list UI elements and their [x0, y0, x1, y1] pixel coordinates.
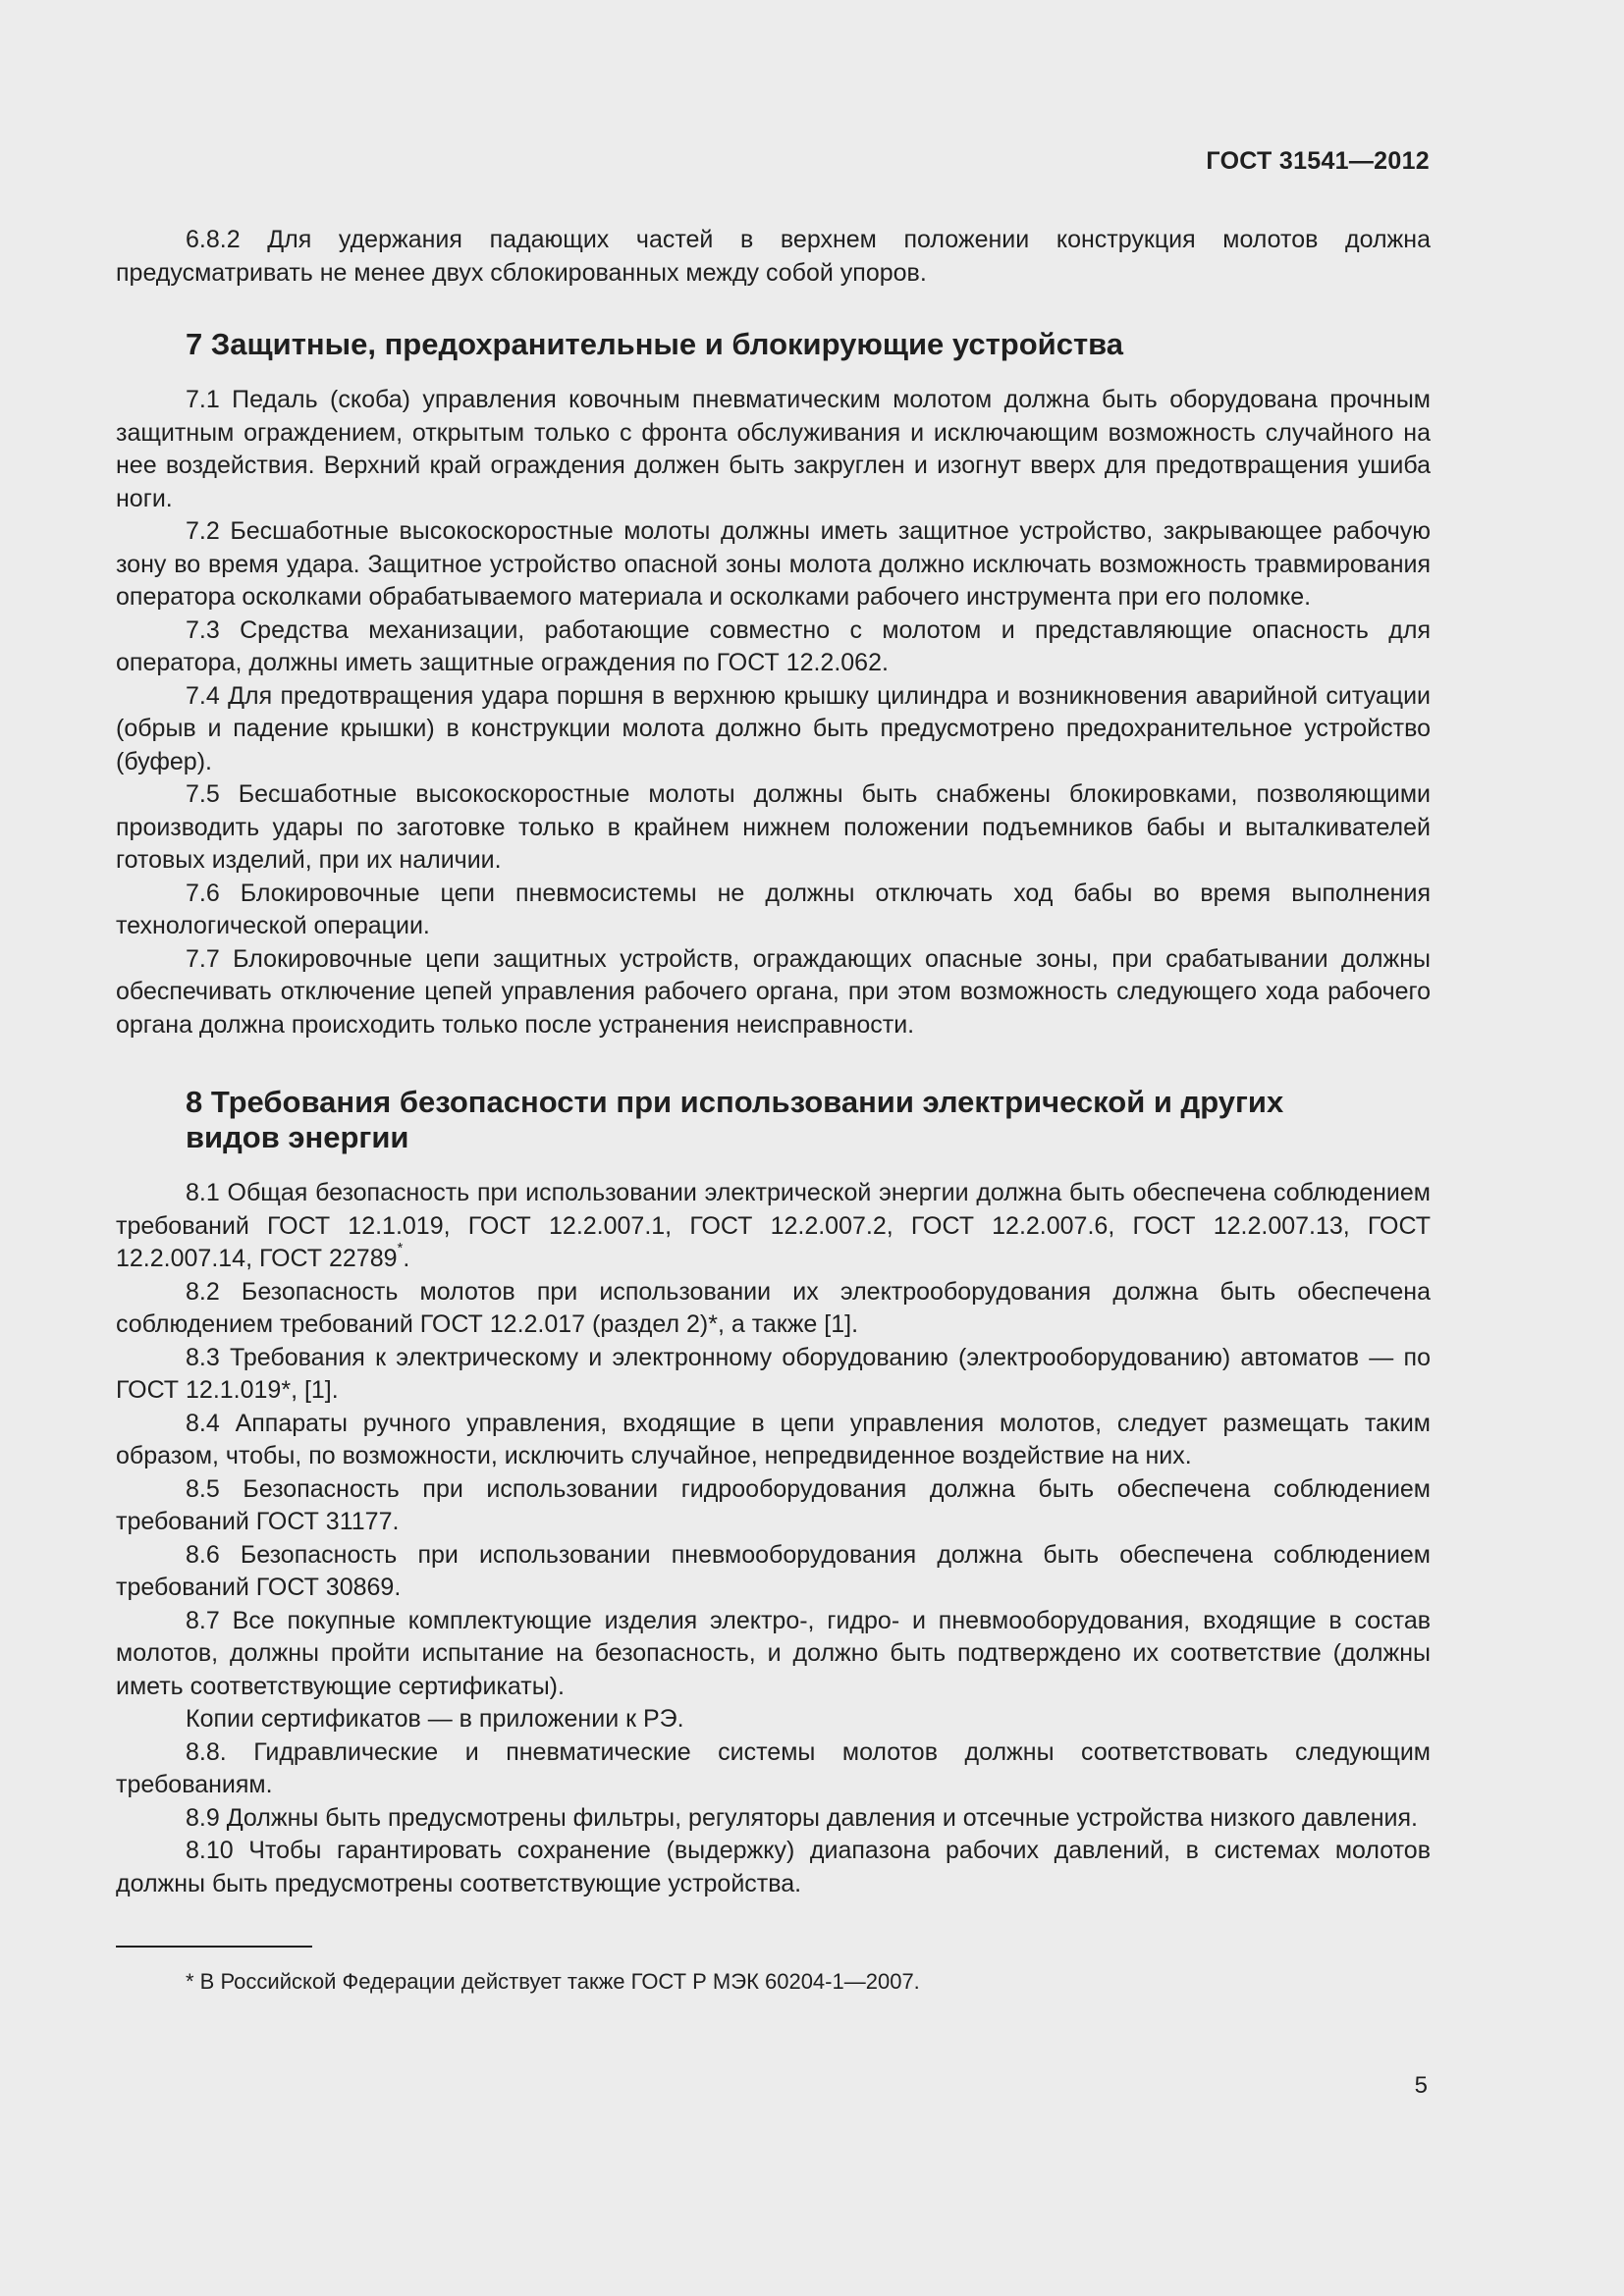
paragraph-8-4: 8.4 Аппараты ручного управления, входящие в цепи управления молотов, следует размещать таким образом, чтобы, по возможности, исключить случайное, непредвиденное воздействие на них. — [116, 1409, 1431, 1469]
paragraph-8-10: 8.10 Чтобы гарантировать сохранение (выдержку) диапазона рабочих давлений, в системах молотов должны быть предусмотрены соответствующие устройства. — [116, 1837, 1431, 1897]
page-content — [116, 224, 1431, 1997]
paragraph-8-1-text: 8.1 Общая безопасность при использовании электрической энергии должна быть обеспечена соблюдением требований ГОСТ 12.1.019, ГОСТ 12.2.007.1, ГОСТ 12.2.007.2, ГОСТ 12.2.007.6, ГОСТ 12.2.007.13, ГОСТ 12.2.007.14, ГОСТ 22789 — [116, 1179, 1431, 1272]
paragraph-7-7: 7.7 Блокировочные цепи защитных устройств, ограждающих опасные зоны, при срабатывании должны обеспечивать отключение цепей управления рабочего органа, при этом возможность следующего хода рабочего органа должна происходить только после устранения неисправности. — [116, 944, 1431, 1039]
paragraph-7-4: 7.4 Для предотвращения удара поршня в верхнюю крышку цилиндра и возникновения аварийной ситуации (обрыв и падение крышки) в конструкции молота должно быть предусмотрено предохранительное устройство (буфер). — [116, 681, 1431, 775]
section-8-title-line-1: 8 Требования безопасности при использовании электрической и других — [186, 1085, 1284, 1119]
paragraph-7-1: 7.1 Педаль (скоба) управления ковочным пневматическим молотом должна быть оборудована прочным защитным ограждением, открытым только с фронта обслуживания и исключающим возможность случайного на нее воздействия. Верхний край ограждения должен быть закруглен и изогнут вверх для предотвращения ушиба ноги. — [116, 386, 1431, 512]
paragraph-7-2: 7.2 Бесшаботные высокоскоростные молоты должны иметь защитное устройство, закрывающее рабочую зону во время удара. Защитное устройство опасной зоны молота должно исключать возможность травмирования оператора осколками обрабатываемого материала и осколками рабочего инструмента при его поломке. — [116, 517, 1431, 611]
paragraph-6-8-2: 6.8.2 Для удержания падающих частей в верхнем положении конструкция молотов должна предусматривать не менее двух сблокированных между собой упоров. — [116, 226, 1431, 287]
section-7-title: 7 Защитные, предохранительные и блокирующие устройства — [186, 327, 1124, 361]
paragraph-8-3: 8.3 Требования к электрическому и электронному оборудованию (электрооборудованию) автоматов — по ГОСТ 12.1.019*, [1]. — [116, 1343, 1431, 1404]
paragraph-8-5: 8.5 Безопасность при использовании гидрооборудования должна быть обеспечена соблюдением требований ГОСТ 31177. — [116, 1474, 1431, 1535]
section-8-title — [116, 1085, 1431, 1155]
footnote: * В Российской Федерации действует также ГОСТ Р МЭК 60204-1—2007. — [186, 1969, 920, 1994]
footnote-separator — [116, 1946, 312, 1948]
paragraph-8-6: 8.6 Безопасность при использовании пневмооборудования должна быть обеспечена соблюдением требований ГОСТ 30869. — [116, 1540, 1431, 1601]
paragraph-8-2: 8.2 Безопасность молотов при использовании их электрооборудования должна быть обеспечена соблюдением требований ГОСТ 12.2.017 (раздел 2)*, а также [1]. — [116, 1277, 1431, 1338]
paragraph-7-5: 7.5 Бесшаботные высокоскоростные молоты должны быть снабжены блокировками, позволяющими производить удары по заготовке только в крайнем нижнем положении подъемников бабы и выталкивателей готовых изделий, при их наличии. — [116, 780, 1431, 874]
paragraph-7-6: 7.6 Блокировочные цепи пневмосистемы не должны отключать ход бабы во время выполнения технологической операции. — [116, 879, 1431, 939]
paragraph-8-1-end: . — [403, 1245, 410, 1272]
page-number: 5 — [1414, 2072, 1428, 2099]
section-8-title-line-2: видов энергии — [186, 1120, 409, 1154]
paragraph-8-9: 8.9 Должны быть предусмотрены фильтры, регуляторы давления и отсечные устройства низкого давления. — [186, 1803, 1418, 1832]
paragraph-7-3: 7.3 Средства механизации, работающие совместно с молотом и представляющие опасность для оператора, должны иметь защитные ограждения по ГОСТ 12.2.062. — [116, 615, 1431, 676]
paragraph-8-8: 8.8. Гидравлические и пневматические системы молотов должны соответствовать следующим требованиям. — [116, 1737, 1431, 1798]
paragraph-8-7: 8.7 Все покупные комплектующие изделия электро-, гидро- и пневмооборудования, входящие в состав молотов, должны пройти испытание на безопасность, и должно быть подтверждено их соответствие (должны иметь соответствующие сертификаты). — [116, 1606, 1431, 1700]
document-code-header: ГОСТ 31541—2012 — [1206, 147, 1430, 175]
footnote-mark: * — [397, 1240, 404, 1256]
paragraph-certificates: Копии сертификатов — в приложении к РЭ. — [186, 1705, 684, 1733]
paragraph-8-1 — [116, 1177, 1431, 1276]
